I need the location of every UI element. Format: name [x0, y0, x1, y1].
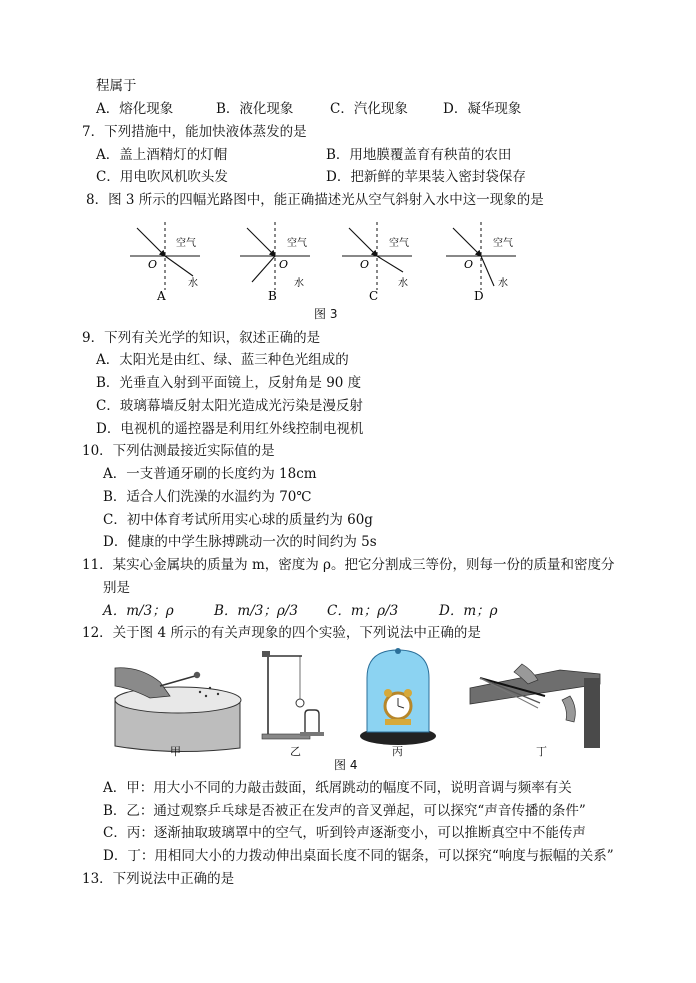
q12-option-a: A．甲：用大小不同的力敲击鼓面，纸屑跳动的幅度不同，说明音调与频率有关 — [103, 780, 572, 796]
figure-4-panel-ding — [470, 664, 600, 758]
figure-4-panel-bing — [360, 648, 436, 758]
figure-4-label-ding: 丁 — [536, 745, 547, 758]
q11-option-c: C．m；ρ/3 — [327, 603, 399, 619]
q12-option-b: B．乙：通过观察乒乓球是否被正在发声的音叉弹起，可以探究“声音传播的条件” — [103, 803, 586, 819]
figure-3-caption: 图 3 — [314, 307, 338, 321]
q10-option-d: D．健康的中学生脉搏跳动一次的时间约为 5s — [103, 534, 377, 550]
panel-c-water-label: 水 — [398, 278, 408, 289]
panel-a-origin: O — [148, 258, 158, 271]
q6-option-d: D．凝华现象 — [443, 101, 522, 117]
panel-d-water-label: 水 — [498, 278, 508, 289]
figure-4-label-jia: 甲 — [170, 745, 181, 758]
figure-3-panel-b — [240, 222, 310, 303]
q8-stem: 8．图 3 所示的四幅光路图中，能正确描述光从空气斜射入水中这一现象的是 — [86, 192, 544, 208]
panel-d-air-label: 空气 — [493, 238, 513, 249]
q10-stem: 10．下列估测最接近实际值的是 — [82, 443, 275, 459]
panel-b-origin: O — [279, 258, 289, 271]
panel-c-air-label: 空气 — [389, 238, 409, 249]
q6-option-b: B．液化现象 — [216, 101, 294, 117]
q7-stem: 7．下列措施中，能加快液体蒸发的是 — [82, 124, 307, 140]
figure-3-panel-c — [342, 222, 412, 303]
panel-d-label: D — [474, 289, 484, 303]
q7-option-b: B．用地膜覆盖育有秧苗的农田 — [326, 147, 512, 163]
q6-option-a: A．熔化现象 — [96, 101, 174, 117]
q11-option-b: B．m/3；ρ/3 — [214, 603, 298, 619]
panel-a-water-label: 水 — [188, 278, 198, 289]
figure-4-sound-experiments — [0, 648, 696, 758]
figure-3-panel-a — [130, 222, 200, 303]
q6-option-c: C．汽化现象 — [330, 101, 408, 117]
panel-b-air-label: 空气 — [287, 238, 307, 249]
q10-option-b: B．适合人们洗澡的水温约为 70℃ — [103, 489, 312, 505]
panel-d-origin: O — [464, 258, 474, 271]
q9-option-b: B．光垂直入射到平面镜上，反射角是 90 度 — [96, 375, 362, 391]
q12-stem: 12．关于图 4 所示的有关声现象的四个实验，下列说法中正确的是 — [82, 625, 481, 641]
q12-option-c: C．丙：逐渐抽取玻璃罩中的空气，听到铃声逐渐变小，可以推断真空中不能传声 — [103, 825, 586, 841]
q6-stem-tail: 程属于 — [96, 78, 137, 94]
q7-option-c: C．用电吹风机吹头发 — [96, 169, 228, 185]
q7-option-d: D．把新鲜的苹果装入密封袋保存 — [326, 169, 526, 185]
figure-3-light-paths — [0, 214, 696, 324]
q9-stem: 9．下列有关光学的知识，叙述正确的是 — [82, 330, 321, 346]
panel-c-label: C — [369, 289, 379, 303]
figure-4-panel-yi — [262, 651, 324, 758]
q11-option-a: A．m/3；ρ — [103, 603, 174, 619]
figure-4-caption: 图 4 — [334, 758, 358, 772]
q12-option-d: D．丁：用相同大小的力拨动伸出桌面长度不同的锯条，可以探究“响度与振幅的关系” — [103, 848, 614, 864]
q13-stem: 13．下列说法中正确的是 — [82, 871, 235, 887]
figure-3-panel-d — [446, 222, 516, 303]
figure-4-label-bing: 丙 — [392, 745, 403, 758]
panel-a-air-label: 空气 — [176, 238, 196, 249]
panel-c-origin: O — [360, 258, 370, 271]
q10-option-c: C．初中体育考试所用实心球的质量约为 60g — [103, 512, 373, 528]
q7-option-a: A．盖上酒精灯的灯帽 — [96, 147, 228, 163]
panel-b-label: B — [268, 289, 277, 303]
q10-option-a: A．一支普通牙刷的长度约为 18cm — [103, 466, 317, 482]
figure-4-panel-jia — [115, 668, 241, 758]
panel-a-label: A — [157, 289, 166, 303]
q11-stem-line2: 别是 — [103, 580, 130, 596]
figure-4-label-yi: 乙 — [290, 745, 301, 758]
panel-b-water-label: 水 — [294, 278, 304, 289]
q11-option-d: D．m；ρ — [439, 603, 498, 619]
q11-stem-line1: 11．某实心金属块的质量为 m，密度为 ρ。把它分割成三等份，则每一份的质量和密度分 — [82, 557, 615, 573]
q9-option-c: C．玻璃幕墙反射太阳光造成光污染是漫反射 — [96, 398, 363, 414]
q9-option-a: A．太阳光是由红、绿、蓝三种色光组成的 — [96, 352, 349, 368]
q9-option-d: D．电视机的遥控器是利用红外线控制电视机 — [96, 421, 364, 437]
